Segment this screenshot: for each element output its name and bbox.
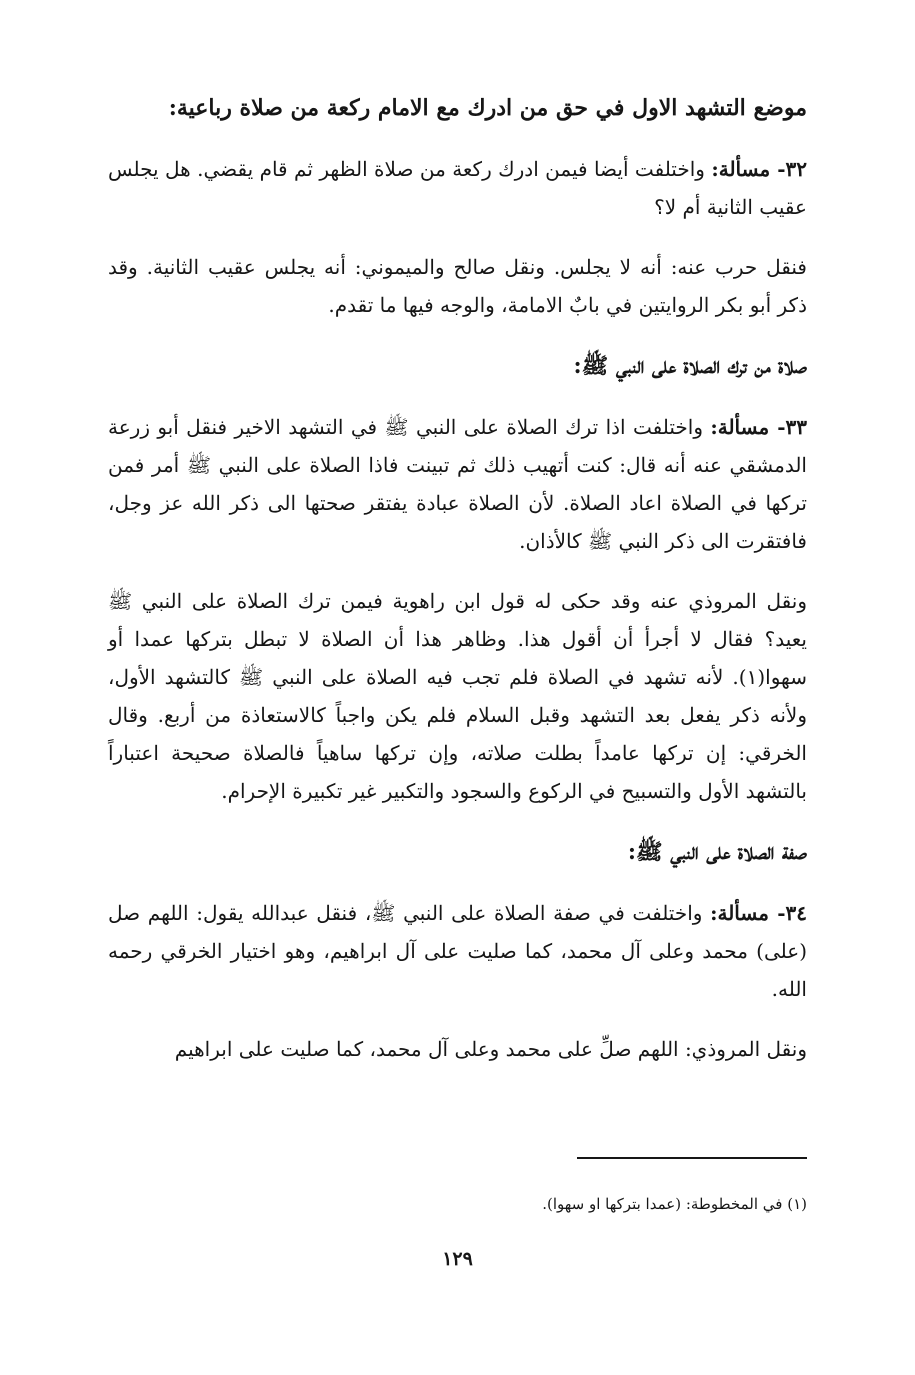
section-heading: صفة الصلاة على النبي ﷺ: bbox=[627, 839, 807, 865]
paragraph-text: واختلفت في صفة الصلاة على النبي ﷺ، فنقل عبدالله يقول: اللهم صل (على) محمد وعلى آل محمد، كما صليت على آل ابراهيم، وهو اختيار الخرقي رحمه الله. bbox=[108, 901, 807, 1001]
paragraph bbox=[108, 150, 807, 226]
paragraph bbox=[108, 1030, 807, 1068]
paragraph-text: ونقل المروذي عنه وقد حكى له قول ابن راهوية فيمن ترك الصلاة على النبي ﷺ يعيد؟ فقال لا أجرأ أن أقول هذا. وظاهر هذا أن الصلاة لا تبطل بتركها عمدا أو سهوا(١). لأنه تشهد في الصلاة فلم تجب فيه الصلاة على النبي ﷺ كالتشهد الأول، ولأنه ذكر يفعل بعد التشهد وقبل السلام فلم يكن واجباً كالاستعاذة من أربع. وقال الخرقي: إن تركها عامداً بطلت صلاته، وإن تركها ساهياً فالصلاة صحيحة اعتباراً بالتشهد الأول والتسبيح في الركوع والسجود والتكبير غير تكبيرة الإحرام. bbox=[108, 589, 808, 803]
paragraph-text: واختلفت أيضا فيمن ادرك ركعة من صلاة الظهر ثم قام يقضي. هل يجلس عقيب الثانية أم لا؟ bbox=[108, 157, 807, 219]
page-number: ١٢٩ bbox=[442, 1248, 473, 1270]
paragraph-text: واختلفت اذا ترك الصلاة على النبي ﷺ في التشهد الاخير فنقل أبو زرعة الدمشقي عنه أنه قال: كنت أتهيب ذلك ثم تبينت فاذا الصلاة على النبي ﷺ أمر فمن تركها في الصلاة اعاد الصلاة. لأن الصلاة عبادة يفتقر صحتها الى ذكر الله عز وجل، فافتقرت الى ذكر النبي ﷺ كالأذان. bbox=[108, 415, 807, 553]
paragraph-text: فنقل حرب عنه: أنه لا يجلس. ونقل صالح والميموني: أنه يجلس عقيب الثانية. وقد ذكر أبو بكر الروايتين في بابٌ الامامة، والوجه فيها ما تقدم. bbox=[108, 255, 807, 317]
footnote: (١) في المخطوطة: (عمدا بتركها او سهوا). bbox=[542, 1195, 807, 1213]
section-heading: صلاة من ترك الصلاة على النبي ﷺ: bbox=[573, 353, 807, 379]
issue-number: ٣٣- مسألة: bbox=[710, 415, 807, 439]
issue-number: ٣٤- مسألة: bbox=[710, 901, 807, 925]
section-heading: موضع التشهد الاول في حق من ادرك مع الامام ركعة من صلاة رباعية: bbox=[168, 95, 807, 121]
page-body bbox=[108, 88, 807, 1068]
paragraph bbox=[108, 894, 807, 1008]
issue-number: ٣٢- مسألة: bbox=[711, 157, 807, 181]
paragraph-text: ونقل المروذي: اللهم صلِّ على محمد وعلى آل محمد، كما صليت على ابراهيم bbox=[174, 1037, 807, 1061]
paragraph bbox=[108, 248, 807, 324]
paragraph bbox=[108, 408, 807, 560]
footnote-separator bbox=[577, 1157, 807, 1159]
paragraph bbox=[108, 582, 807, 810]
